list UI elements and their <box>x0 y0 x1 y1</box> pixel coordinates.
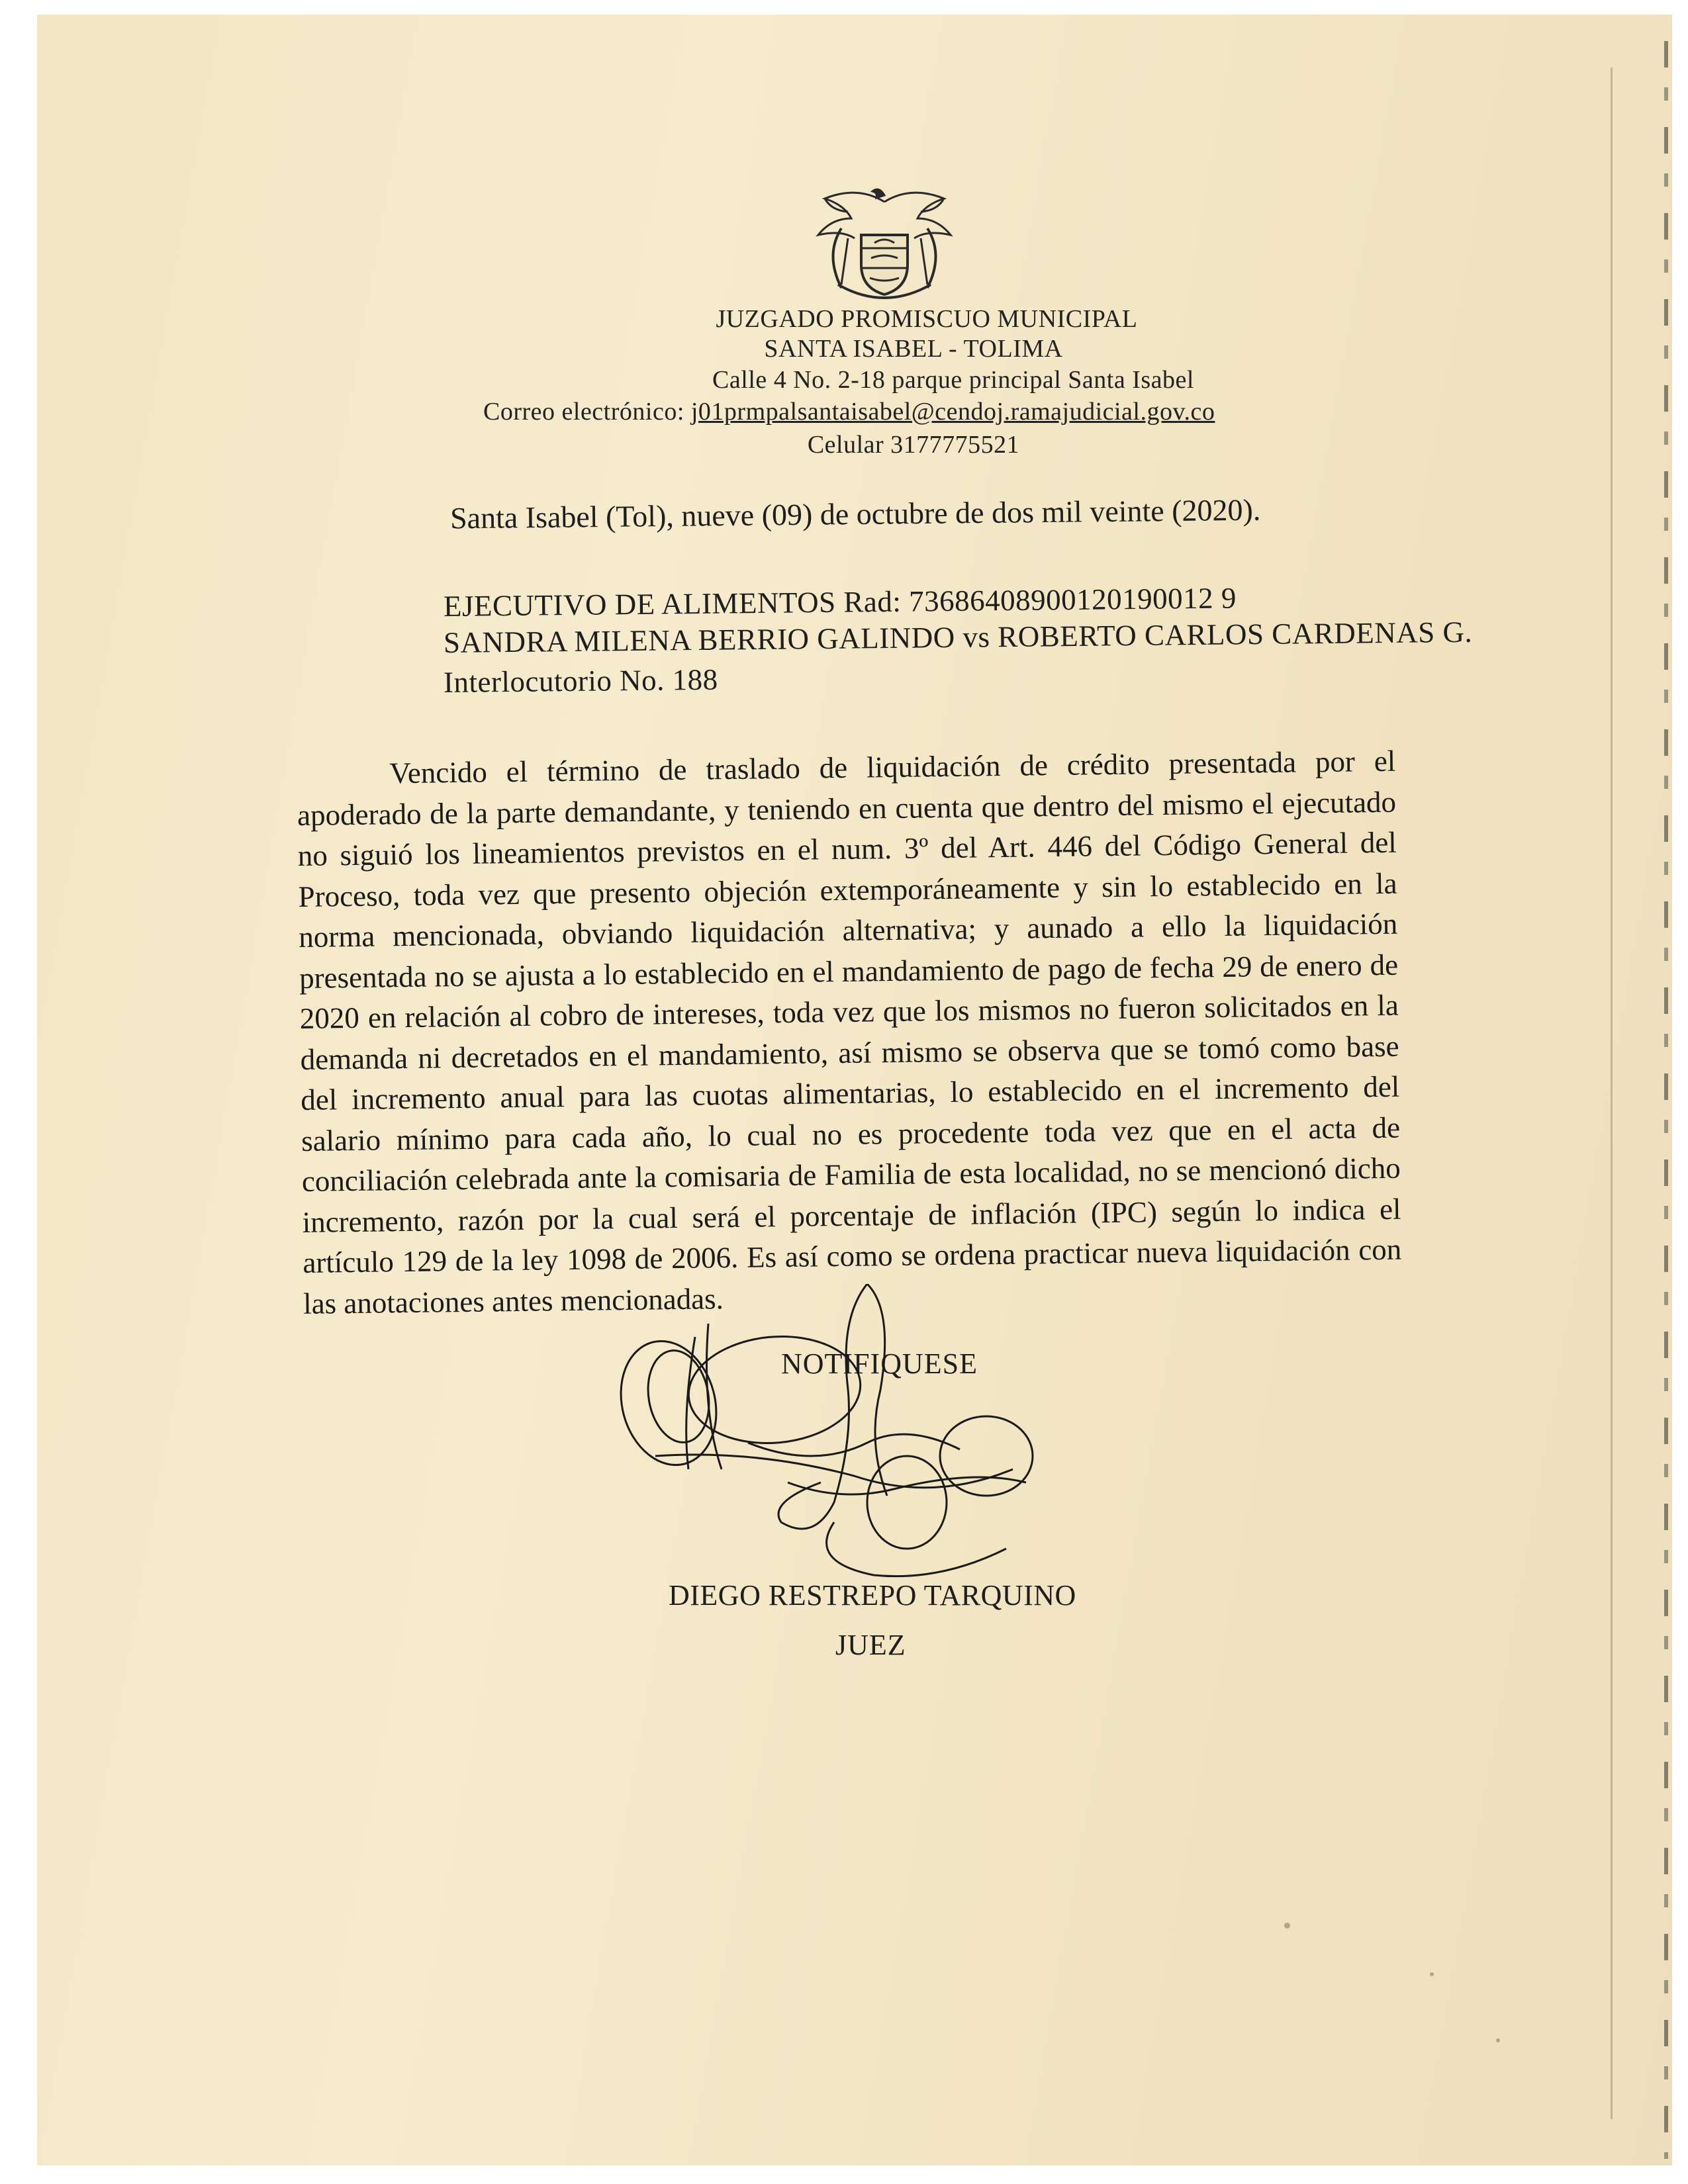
date-line: Santa Isabel (Tol), nueve (09) de octubre de dos mil veinte (2020). <box>449 492 1261 535</box>
court-location: SANTA ISABEL - TOLIMA <box>764 335 1063 363</box>
judge-name: DIEGO RESTREPO TARQUINO <box>669 1579 1076 1612</box>
email-label: Correo electrónico: <box>483 398 691 426</box>
court-name: JUZGADO PROMISCUO MUNICIPAL <box>716 305 1138 333</box>
colombia-coat-of-arms-icon <box>812 182 957 308</box>
scan-speck <box>1430 1972 1434 1976</box>
email-link[interactable]: j01prmpalsantaisabel@cendoj.ramajudicial.gov.co <box>690 398 1215 426</box>
case-type: EJECUTIVO DE ALIMENTOS Rad: 73686408900120190012 9 <box>443 581 1237 623</box>
body-paragraph: Vencido el término de traslado de liquidación de crédito presentada por el apoderado de la parte demandante, y teniendo en cuenta que dentro del mismo el ejecutado no siguió los lineamientos previstos en el num. 3º del Art. 446 del Código General del Proceso, toda vez que presento objeción extemporáneamente y sin lo establecido en la norma mencionada, obviando liquidación alternativa; y aunado a ello la liquidación presentada no se ajusta a lo establecido en el mandamiento de pago de fecha 29 de enero de 2020 en relación al cobro de intereses, toda vez que los mismos no fueron solicitados en la demanda ni decretados en el mandamiento, así mismo se observa que se tomó como base del incremento anual para las cuotas alimentarias, lo establecido en el incremento del salario mínimo para cada año, lo cual no es procedente toda vez que en el acta de conciliación celebrada ante la comisaria de Familia de esta localidad, no se mencionó dicho incremento, razón por la cual será el porcentaje de inflación (IPC) según lo indica el artículo 129 de la ley 1098 de 2006. Es así como se ordena practicar nueva liquidación con las anotaciones antes mencionadas. <box>297 744 1402 1320</box>
court-email-line <box>397 397 1589 426</box>
judge-title: JUEZ <box>835 1629 906 1661</box>
court-phone: Celular 3177775521 <box>807 431 1020 459</box>
case-parties: SANDRA MILENA BERRIO GALINDO vs ROBERTO CARLOS CARDENAS G. <box>443 615 1473 659</box>
page-fold-line <box>1611 68 1613 2119</box>
notify-heading: NOTIFIQUESE <box>781 1347 978 1380</box>
case-number: Interlocutorio No. 188 <box>443 662 718 699</box>
scan-speck <box>1284 1923 1290 1929</box>
scan-edge-marks <box>1664 41 1668 2159</box>
scan-speck <box>1496 2038 1500 2042</box>
court-address: Calle 4 No. 2-18 parque principal Santa Isabel <box>712 366 1194 394</box>
